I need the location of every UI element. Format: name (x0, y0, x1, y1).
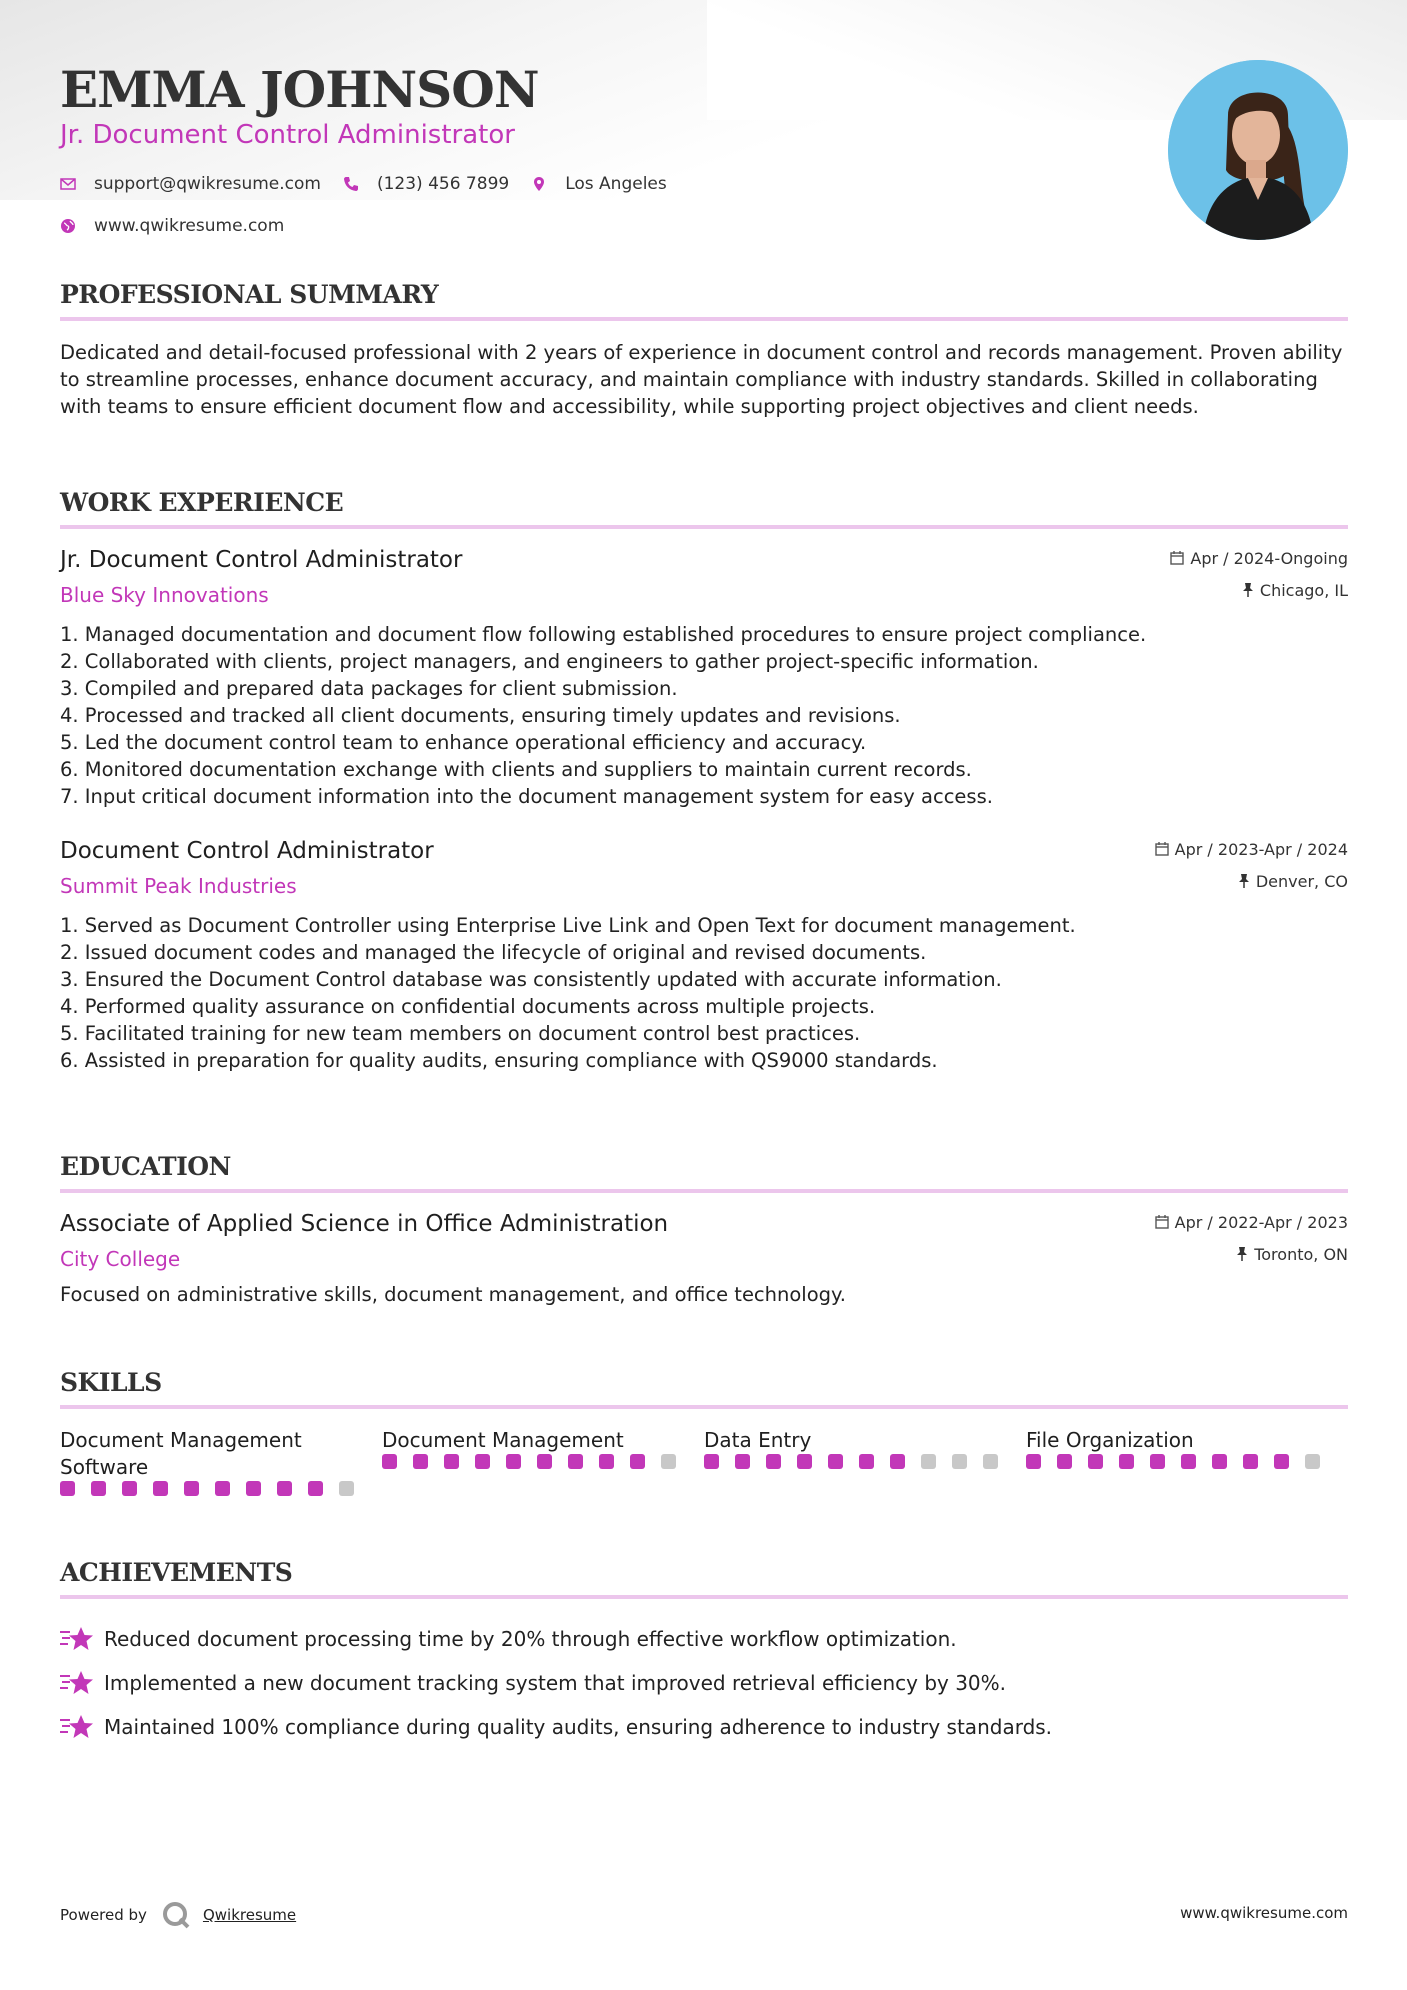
job-bullets (60, 621, 1348, 810)
achievement-item (60, 1617, 1348, 1661)
achievements-heading: ACHIEVEMENTS (60, 1558, 1348, 1599)
skill-dot-filled (153, 1481, 168, 1496)
pushpin-icon (1236, 1247, 1248, 1261)
experience-heading: WORK EXPERIENCE (60, 488, 1348, 529)
achievement-item (60, 1705, 1348, 1749)
skill-item (704, 1427, 1026, 1496)
skill-name: Data Entry (704, 1428, 812, 1452)
skill-dot-filled (1150, 1454, 1165, 1469)
website-text: www.qwikresume.com (94, 216, 285, 236)
skill-dot-filled (1057, 1454, 1072, 1469)
skill-dot-filled (735, 1454, 750, 1469)
skill-dot-filled (215, 1481, 230, 1496)
skill-rating (1026, 1454, 1348, 1469)
list-item: 5. Facilitated training for new team members on document control best practices. (60, 1022, 861, 1045)
list-item: 3. Compiled and prepared data packages for client submission. (60, 677, 678, 700)
skill-dot-filled (122, 1481, 137, 1496)
experience-section (60, 488, 1348, 1074)
achievement-text: Reduced document processing time by 20% through effective workflow optimization. (104, 1627, 957, 1651)
skill-rating (704, 1454, 1026, 1469)
skill-dot-empty (952, 1454, 967, 1469)
skill-dot-filled (246, 1481, 261, 1496)
achievement-text: Implemented a new document tracking system that improved retrieval efficiency by 30%. (104, 1671, 1007, 1695)
skill-dot-filled (1181, 1454, 1196, 1469)
powered-by (60, 1900, 296, 1930)
contact-email[interactable] (60, 174, 321, 194)
skill-rating (382, 1454, 704, 1469)
shooting-star-icon (60, 1624, 94, 1654)
pushpin-icon (1238, 874, 1250, 888)
education-description: Focused on administrative skills, document management, and office technology. (60, 1283, 846, 1306)
skill-dot-filled (1212, 1454, 1227, 1469)
person-portrait (1168, 60, 1348, 240)
job-bullets (60, 912, 1348, 1074)
contact-phone[interactable] (343, 174, 509, 194)
skill-dot-filled (475, 1454, 490, 1469)
skill-dot-filled (630, 1454, 645, 1469)
job-title: Document Control Administrator (60, 838, 434, 864)
skill-dot-filled (60, 1481, 75, 1496)
job-location: Chicago, IL (1259, 580, 1348, 600)
skills-heading: SKILLS (60, 1368, 1348, 1409)
skills-list (60, 1427, 1348, 1496)
skill-dot-filled (568, 1454, 583, 1469)
calendar-icon (1155, 1215, 1169, 1229)
skill-dot-filled (382, 1454, 397, 1469)
job-title: Jr. Document Control Administrator (60, 547, 463, 573)
job-dates: Apr / 2023-Apr / 2024 (1174, 839, 1348, 859)
achievement-item (60, 1661, 1348, 1705)
education-section (60, 1152, 1348, 1308)
achievement-text: Maintained 100% compliance during quality audits, ensuring adherence to industry standards. (104, 1715, 1053, 1739)
phone-icon (343, 176, 359, 192)
skill-dot-filled (1119, 1454, 1134, 1469)
list-item: 7. Input critical document information into the document management system for easy access. (60, 785, 993, 808)
skill-dot-empty (339, 1481, 354, 1496)
list-item: 6. Monitored documentation exchange with clients and suppliers to maintain current records. (60, 758, 972, 781)
skills-section (60, 1368, 1348, 1496)
contact-location (531, 174, 667, 194)
skill-dot-filled (1274, 1454, 1289, 1469)
candidate-title: Jr. Document Control Administrator (60, 120, 515, 150)
list-item: 5. Led the document control team to enhance operational efficiency and accuracy. (60, 731, 867, 754)
qwikresume-logo-icon (161, 1900, 191, 1930)
skill-dot-filled (308, 1481, 323, 1496)
education-location: Toronto, ON (1254, 1244, 1348, 1264)
skill-dot-empty (921, 1454, 936, 1469)
skill-dot-empty (983, 1454, 998, 1469)
footer-url[interactable]: www.qwikresume.com (1180, 1904, 1348, 1922)
contact-info (60, 172, 689, 238)
job-company: Blue Sky Innovations (60, 583, 269, 607)
skill-dot-filled (828, 1454, 843, 1469)
education-heading: EDUCATION (60, 1152, 1348, 1193)
skill-dot-filled (444, 1454, 459, 1469)
list-item: 1. Managed documentation and document flow following established procedures to ensure project compliance. (60, 623, 1147, 646)
list-item: 4. Performed quality assurance on confidential documents across multiple projects. (60, 995, 876, 1018)
skill-dot-filled (537, 1454, 552, 1469)
skill-dot-filled (506, 1454, 521, 1469)
map-pin-icon (531, 176, 547, 192)
skill-dot-filled (277, 1481, 292, 1496)
skill-dot-filled (413, 1454, 428, 1469)
job-entry (60, 838, 1348, 1074)
shooting-star-icon (60, 1712, 94, 1742)
job-entry (60, 547, 1348, 810)
education-entry (60, 1211, 1348, 1308)
job-location: Denver, CO (1255, 871, 1348, 891)
school-name: City College (60, 1247, 181, 1271)
skill-dot-filled (599, 1454, 614, 1469)
job-company: Summit Peak Industries (60, 874, 297, 898)
skill-dot-filled (890, 1454, 905, 1469)
list-item: 3. Ensured the Document Control database was consistently updated with accurate information. (60, 968, 1002, 991)
job-meta (1170, 547, 1348, 611)
globe-icon (60, 218, 76, 234)
list-item: 2. Issued document codes and managed the lifecycle of original and revised documents. (60, 941, 927, 964)
degree-title: Associate of Applied Science in Office Administration (60, 1211, 669, 1237)
skill-dot-filled (797, 1454, 812, 1469)
skill-name: Document Management Software (60, 1428, 302, 1479)
skill-dot-empty (1305, 1454, 1320, 1469)
contact-website[interactable] (60, 216, 284, 236)
location-text: Los Angeles (565, 174, 667, 194)
skill-dot-filled (1026, 1454, 1041, 1469)
envelope-icon (60, 176, 76, 192)
job-dates: Apr / 2024-Ongoing (1190, 548, 1348, 568)
skill-dot-filled (91, 1481, 106, 1496)
skill-rating (60, 1481, 382, 1496)
summary-heading: PROFESSIONAL SUMMARY (60, 280, 1348, 321)
skill-dot-filled (859, 1454, 874, 1469)
calendar-icon (1155, 842, 1169, 856)
qwikresume-link[interactable]: Qwikresume (202, 1906, 297, 1924)
skill-dot-filled (1243, 1454, 1258, 1469)
skill-item (1026, 1427, 1348, 1496)
skill-dot-filled (766, 1454, 781, 1469)
summary-text: Dedicated and detail-focused professional with 2 years of experience in document control and records management. Proven ability to streamline processes, enhance document accuracy, and maintain compliance with industry standards. Skilled in collaborating with teams to ensure efficient document flow and accessibility, while supporting project objectives and client needs. (60, 341, 1343, 418)
phone-text: (123) 456 7899 (376, 174, 510, 194)
powered-by-label: Powered by (60, 1906, 147, 1924)
list-item: 4. Processed and tracked all client documents, ensuring timely updates and revisions. (60, 704, 901, 727)
education-dates: Apr / 2022-Apr / 2023 (1174, 1212, 1348, 1232)
skill-name: Document Management (382, 1428, 624, 1452)
profile-photo (1168, 60, 1348, 240)
skill-name: File Organization (1026, 1428, 1194, 1452)
achievements-section (60, 1558, 1348, 1749)
summary-section (60, 280, 1348, 420)
education-meta (1155, 1211, 1348, 1275)
calendar-icon (1170, 551, 1184, 565)
skill-dot-filled (1088, 1454, 1103, 1469)
list-item: 2. Collaborated with clients, project managers, and engineers to gather project-specific information. (60, 650, 1039, 673)
skill-dot-filled (184, 1481, 199, 1496)
skill-item (60, 1427, 382, 1496)
skill-dot-filled (704, 1454, 719, 1469)
skill-item (382, 1427, 704, 1496)
list-item: 1. Served as Document Controller using Enterprise Live Link and Open Text for document management. (60, 914, 1076, 937)
skill-dot-empty (661, 1454, 676, 1469)
email-text: support@qwikresume.com (94, 174, 321, 194)
list-item: 6. Assisted in preparation for quality audits, ensuring compliance with QS9000 standards. (60, 1049, 938, 1072)
job-meta (1155, 838, 1348, 902)
candidate-name: EMMA JOHNSON (60, 60, 539, 119)
pushpin-icon (1242, 583, 1254, 597)
shooting-star-icon (60, 1668, 94, 1698)
